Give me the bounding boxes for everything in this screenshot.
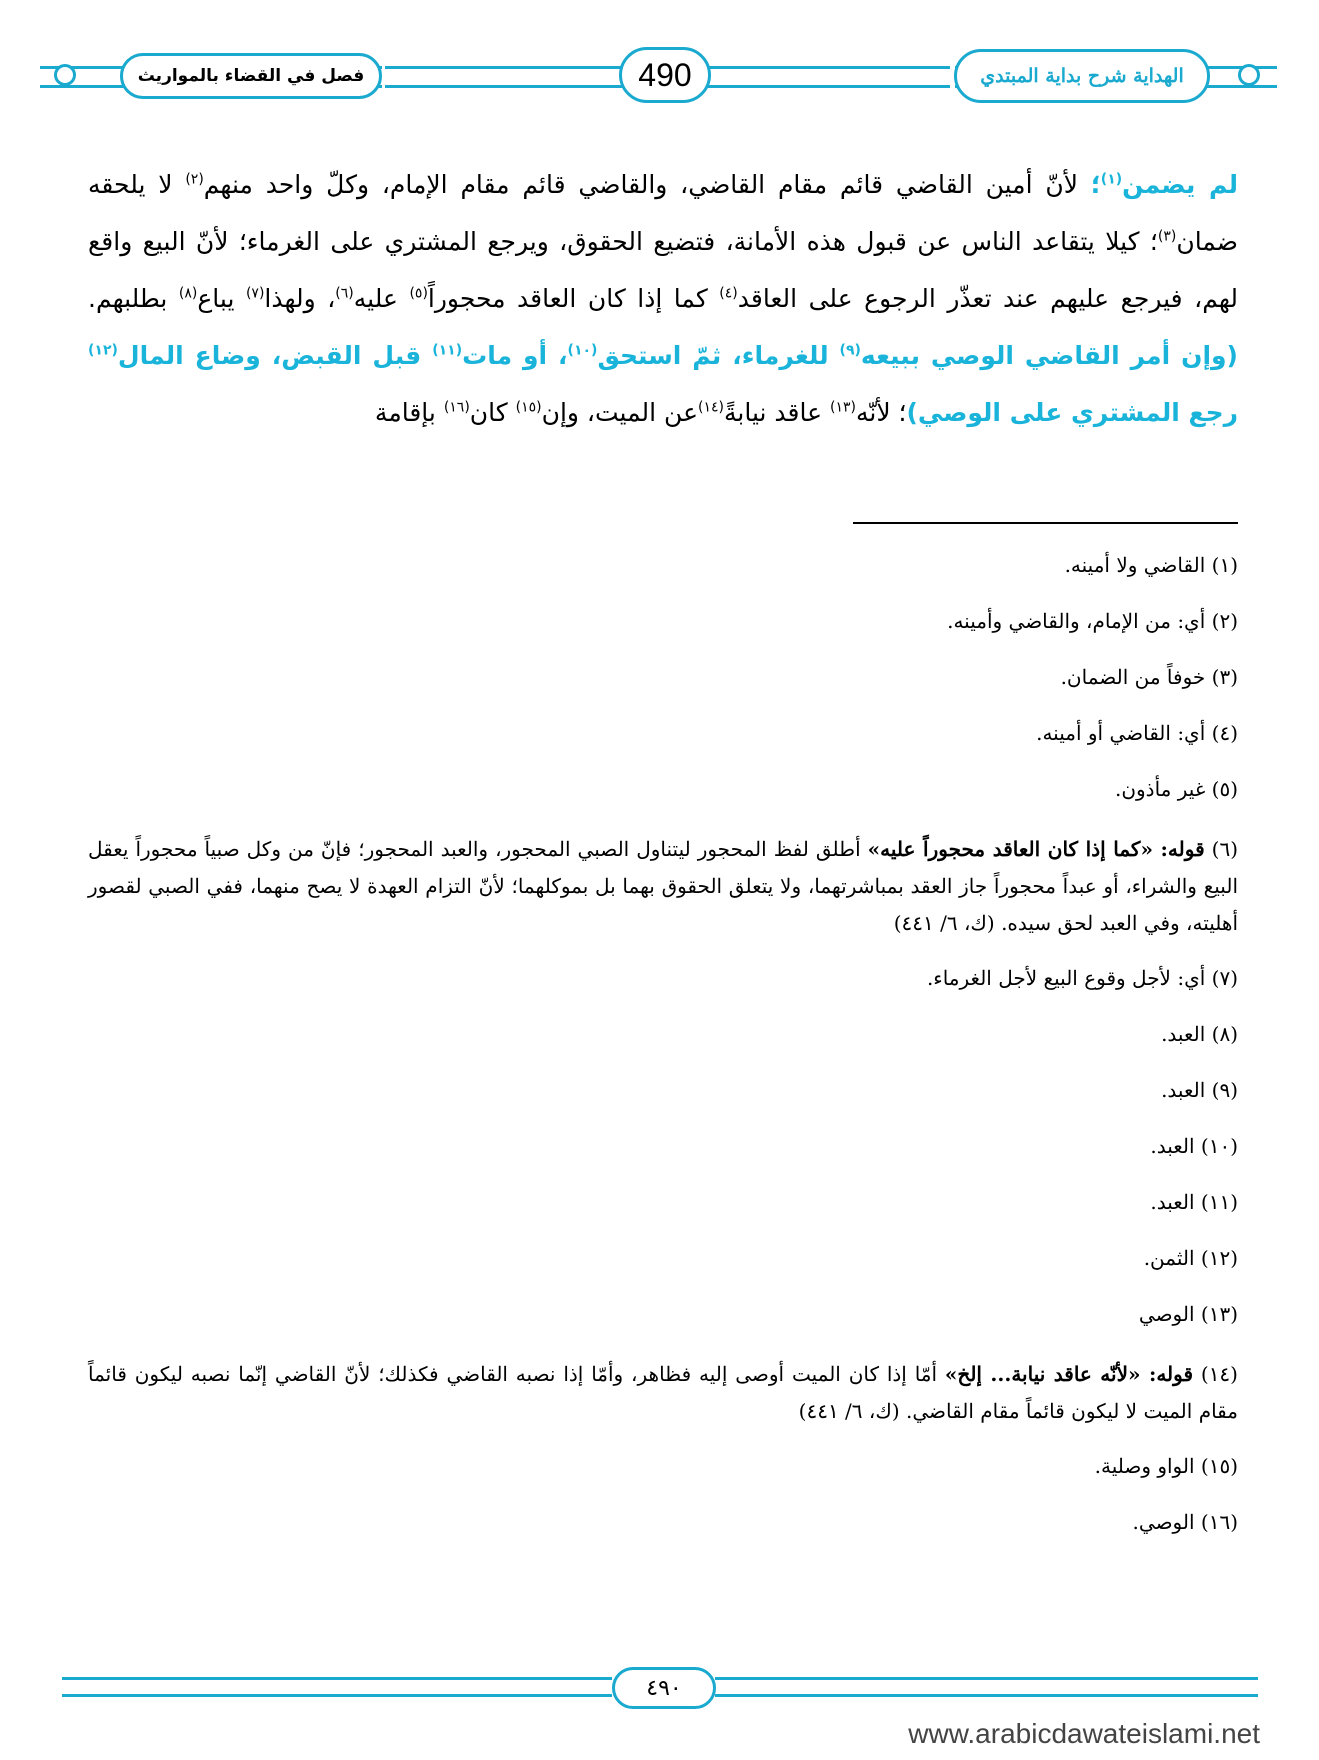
footnote-marker: (٢) [185,171,204,188]
footnote-3: (٣) خوفاً من الضمان. [1060,665,1238,689]
footer-ornament-right [715,1677,1258,1697]
matn-text: ؛ [1090,170,1101,199]
footnote-13: (١٣) الوصي [1138,1302,1238,1326]
footnote-2: (٢) أي: من الإمام، والقاضي وأمينه. [947,609,1238,633]
footnote-9: (٩) العبد. [1161,1078,1238,1102]
footnote-body: أمّا إذا كان الميت أوصى إليه فظاهر، وأمّا إذا نصبه القاضي فكذلك؛ لأنّ القاضي إنّما نصبه ليكون قائماً مقام الميت لا ليكون قائماً مقام القاضي. (ك، ٦/ ٤٤١) [88,1362,1238,1423]
footnote-4: (٤) أي: القاضي أو أمينه. [1036,721,1238,745]
footnote-marker: (١٢) [88,342,118,359]
sharh-text: كان [469,398,516,427]
footnote-marker: (١٤) [698,399,724,416]
matn-text: (وإن أمر القاضي الوصي ببيعه [860,341,1238,370]
footnote-6 [88,831,1238,942]
footnote-marker: (٨) [178,285,198,302]
footnote-number: (٦) [1204,837,1239,861]
footnote-marker: (٤) [719,285,738,302]
website-link[interactable]: www.arabicdawateislami.net [908,1718,1260,1749]
page-number-bottom: ٤٩٠ [612,1667,716,1709]
footnote-7: (٧) أي: لأجل وقوع البيع لأجل الغرماء. [926,966,1238,990]
footnote-16: (١٦) الوصي. [1132,1510,1238,1534]
sharh-text: لأنّ أمين القاضي قائم مقام القاضي، والقاضي قائم مقام الإمام، وكلّ واحد منهم [203,170,1091,199]
footnote-marker: (١٦) [443,399,470,416]
book-title: الهداية شرح بداية المبتدي [954,49,1210,103]
footnote-marker: (٧) [245,285,265,302]
footnote-12: (١٢) الثمن. [1143,1246,1238,1270]
footnote-quote: قوله: «كما إذا كان العاقد محجوراً عليه» [867,837,1205,861]
sharh-text: كما إذا كان العاقد محجوراً [427,284,720,313]
matn-text: لم يضمن [1122,170,1238,199]
footnote-quote: قوله: «لأنّه عاقد نيابة... إلخ» [944,1362,1194,1386]
sharh-text: بإقامة [374,398,444,427]
sharh-text: عليه [353,284,410,313]
footnote-marker: (٥) [409,285,428,302]
matn-text: قبل القبض، وضاع المال [117,341,433,370]
footnote-14 [88,1356,1238,1430]
footnote-number: (١٤) [1193,1362,1238,1386]
matn-text: للغرماء، ثمّ استحق [597,341,840,370]
sharh-text: ، ولهذا [264,284,336,313]
footnote-marker: (١٥) [515,399,542,416]
sharh-text: عن الميت، وإن [541,398,699,427]
chapter-title: فصل في القضاء بالمواريث [120,53,382,99]
footnote-body: أطلق لفظ المحجور ليتناول الصبي المحجور، والعبد المحجور؛ فإنّ من وكل صبياً محجوراً يعقل البيع والشراء، أو عبداً محجوراً جاز العقد بمباشرتهما، ولا يتعلق الحقوق بهما بل بموكلهما؛ لأنّ التزام العهدة لا يصح منهما، ففي الصبي لقصور أهليته، وفي العبد لحق سيده. (ك، ٦/ ٤٤١) [88,837,1238,935]
sharh-text: لا يلحقه ضمان [88,170,1238,256]
footnotes [88,551,1238,1564]
matn-text: ، أو مات [462,341,568,370]
footnote-10: (١٠) العبد. [1150,1134,1238,1158]
footnote-separator [853,522,1238,524]
main-text [88,156,1238,441]
footnote-5: (٥) غير مأذون. [1114,777,1238,801]
matn-text: رجع المشتري على الوصي) [906,398,1238,427]
footnote-marker: (١١) [432,342,463,359]
sharh-text: ؛ كيلا يتقاعد الناس عن قبول هذه الأمانة، فتضيع الحقوق، ويرجع المشتري على الغرماء؛ لأنّ البيع واقع لهم، فيرجع عليهم عند تعذّر الرجوع على العاقد [88,227,1238,313]
footnote-8: (٨) العبد. [1161,1022,1238,1046]
sharh-text: بطلبهم. [88,284,179,313]
footnote-marker: (١٠) [567,342,598,359]
header-ornament-mid-right [700,66,950,88]
page-header [0,0,1319,170]
footnote-marker: (٦) [335,285,354,302]
ornament-dot-icon [1238,64,1260,86]
page-number-top: 490 [619,47,711,103]
footnote-marker: (١) [1100,171,1123,188]
footnote-marker: (٣) [1157,228,1177,245]
ornament-dot-icon [54,64,76,86]
footnote-marker: (١٣) [829,399,856,416]
footnote-15: (١٥) الواو وصلية. [1094,1454,1238,1478]
footnote-1: (١) القاضي ولا أمينه. [1064,553,1238,577]
footer-ornament-left [62,1677,612,1697]
footnote-marker: (٩) [839,342,861,359]
header-ornament-mid-left [385,66,625,88]
sharh-text: ؛ لأنّه [855,398,907,427]
sharh-text: يباع [197,284,246,313]
sharh-text: عاقد نيابةً [724,398,830,427]
footnote-11: (١١) العبد. [1150,1190,1238,1214]
